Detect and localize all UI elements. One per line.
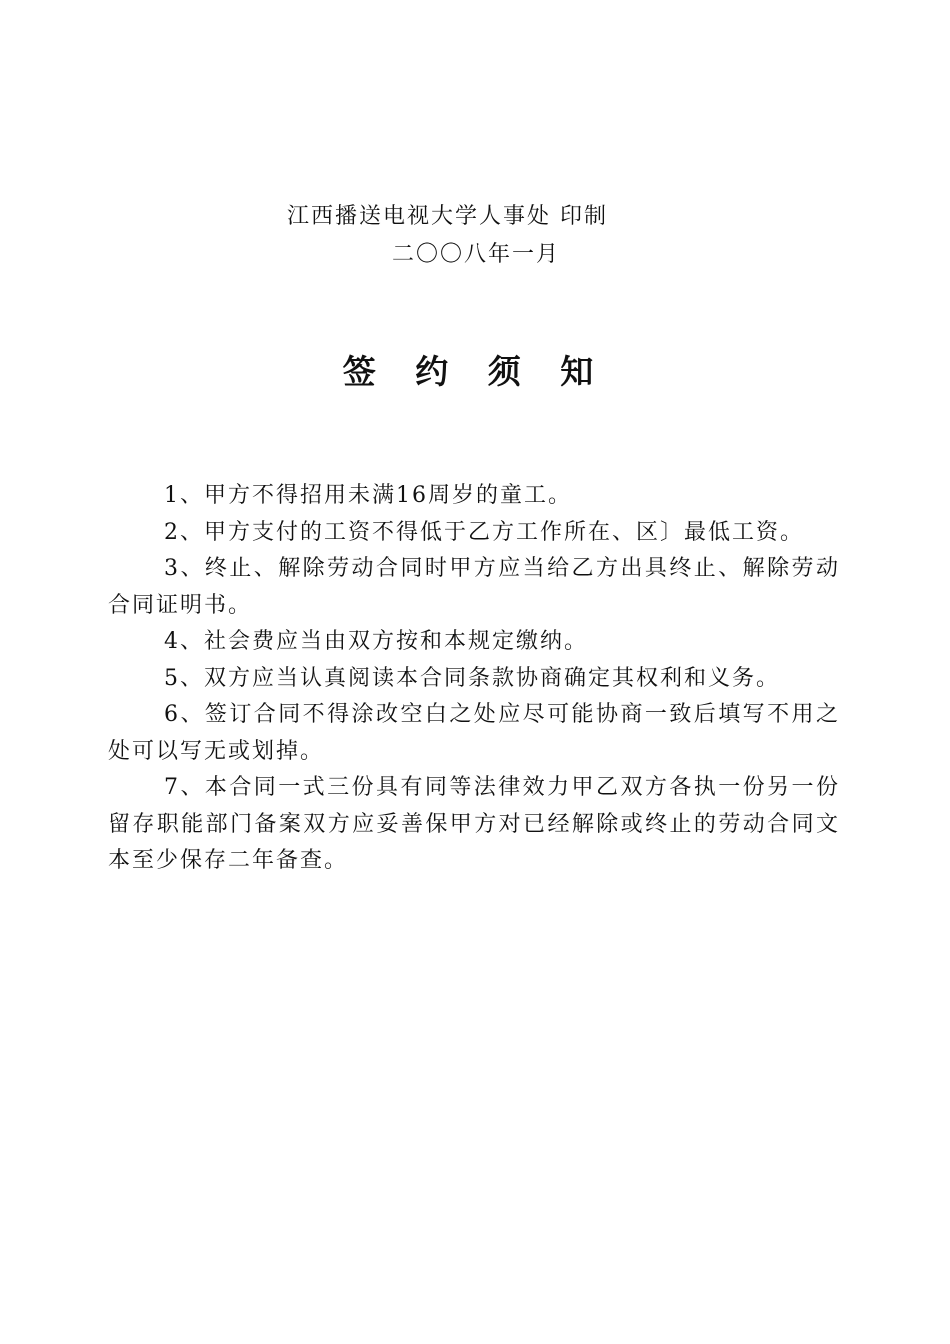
notice-item-1: 1、甲方不得招用未满16周岁的童工。 <box>164 483 572 508</box>
notice-item-7: 7、本合同一式三份具有同等法律效力甲乙双方各执一份另一份留存职能部门备案双方应妥善保甲方对已经解除或终止的劳动合同文本至少保存二年备查。 <box>108 775 840 873</box>
notice-item-5: 5、双方应当认真阅读本合同条款协商确定其权利和义务。 <box>164 665 780 691</box>
notice-item-6: 6、签订合同不得涂改空白之处应尽可能协商一致后填写不用之处可以写无或划掉。 <box>108 702 840 764</box>
publish-date: 二〇〇八年一月 <box>392 242 561 267</box>
notice-list <box>108 478 840 880</box>
document-title: 签 约 须 知 <box>342 352 608 391</box>
notice-item-2: 2、甲方支付的工资不得低于乙方工作所在、区〕最低工资。 <box>164 519 804 545</box>
notice-item-3: 3、终止、解除劳动合同时甲方应当给乙方出具终止、解除劳动合同证明书。 <box>108 556 840 618</box>
notice-item-4: 4、社会费应当由双方按和本规定缴纳。 <box>164 629 588 654</box>
publisher-line: 江西播送电视大学人事处 印制 <box>287 204 608 229</box>
